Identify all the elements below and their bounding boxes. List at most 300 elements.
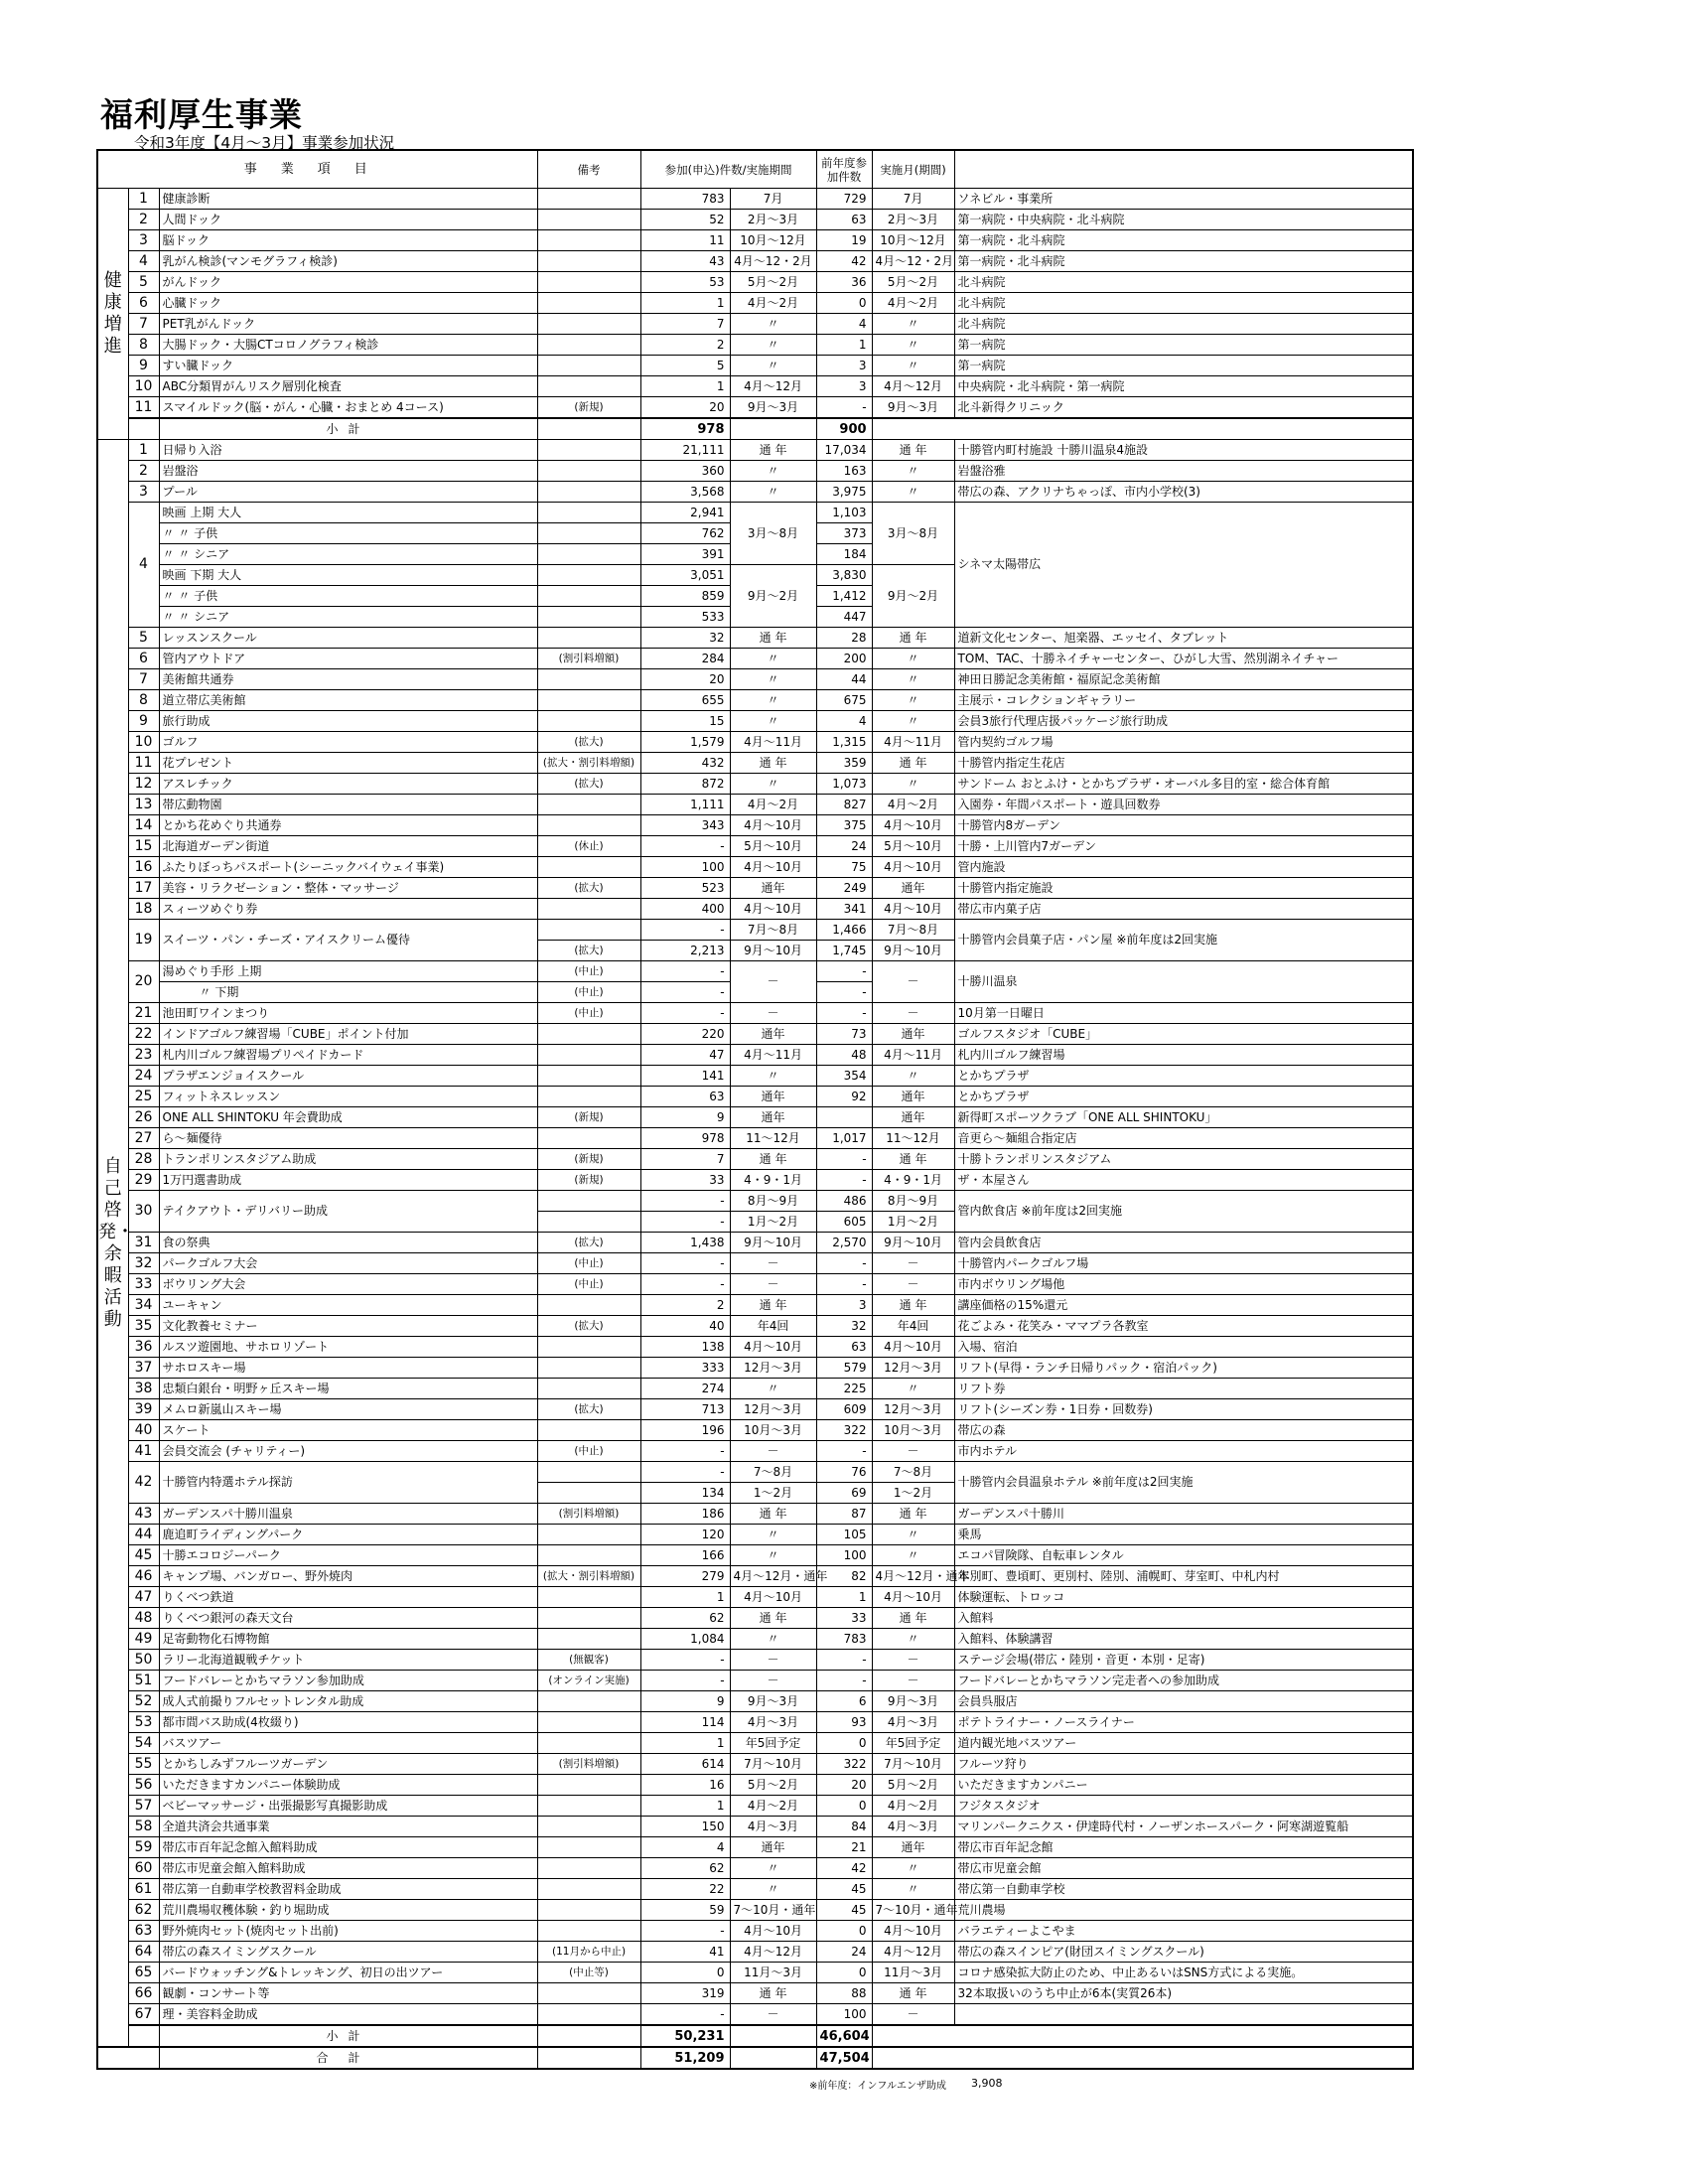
prev-participants-value: 88	[816, 1983, 872, 2004]
table-row	[97, 1441, 1413, 1462]
venue-value: 入館料、体験講習	[954, 1629, 1413, 1650]
prev-period-value: 7月～8月	[872, 920, 954, 941]
prev-period-value: 〃	[872, 482, 954, 503]
table-row	[97, 1942, 1413, 1963]
venue-value: 十勝管内8ガーデン	[954, 815, 1413, 836]
item-name: ゴルフ	[159, 732, 537, 753]
table-row	[97, 1191, 1413, 1212]
participants-value: 284	[640, 649, 730, 669]
prev-period-value: 4月～2月	[872, 1796, 954, 1817]
participants-value: 134	[640, 1483, 730, 1504]
table-row	[97, 1399, 1413, 1420]
table-row	[97, 1775, 1413, 1796]
venue-value: 帯広第一自動車学校	[954, 1879, 1413, 1900]
prev-period-value: 4月～12月	[872, 1942, 954, 1963]
venue-value: 十勝川温泉	[954, 961, 1413, 1003]
item-name: とかちしみずフルーツガーデン	[159, 1754, 537, 1775]
item-remark: (無観客)	[537, 1650, 640, 1671]
period-value: 9月～2月	[730, 565, 816, 628]
prev-period-value: 4月～12・2月	[872, 251, 954, 272]
venue-value: 帯広市内菓子店	[954, 899, 1413, 920]
item-number: 10	[128, 732, 159, 753]
participants-value: 186	[640, 1504, 730, 1525]
table-row	[97, 628, 1413, 649]
item-number: 33	[128, 1274, 159, 1295]
period-value: 4月～10月	[730, 1587, 816, 1608]
venue-value: 帯広の森	[954, 1420, 1413, 1441]
venue-value: コロナ感染拡大防止のため、中止あるいはSNS方式による実施。	[954, 1963, 1413, 1983]
table-row	[97, 1024, 1413, 1045]
item-remark	[537, 1837, 640, 1858]
prev-period-value: 〃	[872, 1066, 954, 1087]
period-value: 〃	[730, 1858, 816, 1879]
item-name: サホロスキー場	[159, 1358, 537, 1379]
item-remark	[537, 1608, 640, 1629]
period-value: 通年	[730, 1087, 816, 1107]
participants-value: -	[640, 836, 730, 857]
item-number: 4	[128, 503, 159, 628]
period-value: 12月～3月	[730, 1399, 816, 1420]
prev-participants-value: 42	[816, 1858, 872, 1879]
table-row	[97, 1420, 1413, 1441]
item-number: 41	[128, 1441, 159, 1462]
item-name: 荒川農場収穫体験・釣り堀助成	[159, 1900, 537, 1921]
participants-value: -	[640, 2004, 730, 2026]
item-remark	[537, 920, 640, 941]
item-remark	[537, 1629, 640, 1650]
period-value: 4月～12月	[730, 1942, 816, 1963]
item-name: 〃 〃 シニア	[159, 544, 537, 565]
period-value: 12月～3月	[730, 1358, 816, 1379]
table-row	[97, 815, 1413, 836]
table-cell	[872, 2047, 1413, 2069]
item-name: スイーツ・パン・チーズ・アイスクリーム優待	[159, 920, 537, 961]
prev-participants-value: 3	[816, 376, 872, 397]
prev-participants-value: 19	[816, 230, 872, 251]
table-cell	[872, 418, 1413, 440]
item-remark	[537, 899, 640, 920]
item-number: 24	[128, 1066, 159, 1087]
period-value: 4月～11月	[730, 1045, 816, 1066]
period-value: 〃	[730, 482, 816, 503]
venue-value: 帯広市児童会館	[954, 1858, 1413, 1879]
period-value: 4月～10月	[730, 857, 816, 878]
prev-participants-value: 447	[816, 607, 872, 628]
item-name: 日帰り入浴	[159, 440, 537, 461]
venue-value: ザ・本屋さん	[954, 1170, 1413, 1191]
period-value: 7月～10月	[730, 1754, 816, 1775]
prev-participants-value: 373	[816, 523, 872, 544]
venue-value: 第一病院・北斗病院	[954, 251, 1413, 272]
item-number: 53	[128, 1712, 159, 1733]
item-name: ベビーマッサージ・出張撮影写真撮影助成	[159, 1796, 537, 1817]
table-row	[97, 230, 1413, 251]
item-name: 映画 上期 大人	[159, 503, 537, 523]
participants-value: -	[640, 1191, 730, 1212]
item-name: 〃 〃 子供	[159, 586, 537, 607]
period-value: －	[730, 1003, 816, 1024]
prev-period-value: 11月～3月	[872, 1963, 954, 1983]
item-name: 池田町ワインまつり	[159, 1003, 537, 1024]
item-remark	[537, 1024, 640, 1045]
prev-period-value: 7～10月・通年	[872, 1900, 954, 1921]
participants-value: 872	[640, 774, 730, 795]
venue-value: リフト(シーズン券・1日券・回数券)	[954, 1399, 1413, 1420]
item-number: 45	[128, 1545, 159, 1566]
prev-participants-value: 1,466	[816, 920, 872, 941]
period-value: 〃	[730, 711, 816, 732]
prev-participants-value	[816, 1107, 872, 1128]
table-cell	[537, 418, 640, 440]
table-row	[97, 1170, 1413, 1191]
participants-value: -	[640, 1462, 730, 1483]
participants-value: 220	[640, 1024, 730, 1045]
participants-value: 9	[640, 1691, 730, 1712]
period-value: 9月～10月	[730, 941, 816, 961]
prev-period-value: 通 年	[872, 753, 954, 774]
table-row	[97, 356, 1413, 376]
item-name: 大腸ドック・大腸CTコロノグラフィ検診	[159, 335, 537, 356]
period-value: －	[730, 1671, 816, 1691]
period-value: 通年	[730, 878, 816, 899]
item-name: 十勝管内特選ホテル探訪	[159, 1462, 537, 1504]
item-remark	[537, 356, 640, 376]
period-value: 11～12月	[730, 1128, 816, 1149]
period-value: －	[730, 2004, 816, 2026]
item-remark	[537, 1379, 640, 1399]
participants-value: 859	[640, 586, 730, 607]
prev-participants-value: -	[816, 1671, 872, 1691]
period-value: 〃	[730, 461, 816, 482]
item-number: 16	[128, 857, 159, 878]
item-number: 9	[128, 711, 159, 732]
participants-value: 62	[640, 1858, 730, 1879]
item-name: 帯広市百年記念館入館料助成	[159, 1837, 537, 1858]
page-title: 福利厚生事業	[100, 95, 303, 134]
participation-table	[96, 149, 1414, 2070]
item-number: 5	[128, 272, 159, 293]
venue-value: 会員3旅行代理店扱パッケージ旅行助成	[954, 711, 1413, 732]
prev-participants-value: 1,315	[816, 732, 872, 753]
item-number: 3	[128, 482, 159, 503]
participants-value: 5	[640, 356, 730, 376]
period-value: 〃	[730, 314, 816, 335]
item-remark	[537, 1295, 640, 1316]
item-number: 65	[128, 1963, 159, 1983]
prev-period-value: －	[872, 1253, 954, 1274]
participants-value: 2	[640, 1295, 730, 1316]
prev-participants-value: 17,034	[816, 440, 872, 461]
item-name: 〃 〃 シニア	[159, 607, 537, 628]
prev-period-value: 12月～3月	[872, 1399, 954, 1420]
period-value: 〃	[730, 1629, 816, 1650]
table-row	[97, 1128, 1413, 1149]
subtotal-label: 小計	[159, 2025, 537, 2047]
item-number: 8	[128, 335, 159, 356]
table-row	[97, 1358, 1413, 1379]
subtotal-prev-value: 900	[816, 418, 872, 440]
period-value: 4月～10月	[730, 1921, 816, 1942]
prev-period-value: 通 年	[872, 1983, 954, 2004]
period-value: 〃	[730, 1525, 816, 1545]
venue-value: 入館料	[954, 1608, 1413, 1629]
table-header	[97, 150, 1413, 189]
item-remark: (拡大)	[537, 1399, 640, 1420]
prev-period-value: －	[872, 961, 954, 1003]
item-remark: (中止)	[537, 1441, 640, 1462]
venue-value: 道新文化センター、旭楽器、エッセイ、タブレット	[954, 628, 1413, 649]
table-row	[97, 1566, 1413, 1587]
prev-period-value: 7月～10月	[872, 1754, 954, 1775]
prev-participants-value: 0	[816, 1796, 872, 1817]
venue-value: リフト(早得・ランチ日帰りパック・宿泊パック)	[954, 1358, 1413, 1379]
item-remark: (拡大)	[537, 941, 640, 961]
prev-participants-value: 3	[816, 1295, 872, 1316]
table-cell	[872, 2025, 1413, 2047]
prev-participants-value: 32	[816, 1316, 872, 1337]
item-remark	[537, 1858, 640, 1879]
item-number: 64	[128, 1942, 159, 1963]
item-remark: (新規)	[537, 1170, 640, 1191]
venue-value: 管内施設	[954, 857, 1413, 878]
venue-value: 管内飲食店 ※前年度は2回実施	[954, 1191, 1413, 1233]
prev-period-value: 通 年	[872, 1149, 954, 1170]
prev-period-value: 4月～10月	[872, 899, 954, 920]
participants-value: 20	[640, 397, 730, 419]
item-name: レッスンスクール	[159, 628, 537, 649]
period-value: 7月～8月	[730, 920, 816, 941]
item-number: 11	[128, 397, 159, 419]
prev-period-value: 〃	[872, 690, 954, 711]
venue-value: とかちプラザ	[954, 1066, 1413, 1087]
table-row	[97, 482, 1413, 503]
prev-participants-value: 486	[816, 1191, 872, 1212]
prev-participants-value: -	[816, 1441, 872, 1462]
prev-participants-value: 84	[816, 1817, 872, 1837]
period-value: －	[730, 1253, 816, 1274]
item-name: 帯広市児童会館入館料助成	[159, 1858, 537, 1879]
subtotal-prev-value: 47,504	[816, 2047, 872, 2069]
participants-value: 114	[640, 1712, 730, 1733]
prev-period-value: 4月～10月	[872, 815, 954, 836]
prev-participants-value: 0	[816, 1921, 872, 1942]
item-remark	[537, 1879, 640, 1900]
item-name: 美術館共通券	[159, 669, 537, 690]
item-number: 6	[128, 649, 159, 669]
table-row	[97, 1087, 1413, 1107]
participants-value: 614	[640, 1754, 730, 1775]
footnote-value: 3,908	[971, 2077, 1003, 2090]
participants-value: 32	[640, 628, 730, 649]
prev-participants-value: 105	[816, 1525, 872, 1545]
venue-value: 乗馬	[954, 1525, 1413, 1545]
participants-value: 196	[640, 1420, 730, 1441]
item-remark	[537, 1212, 640, 1233]
prev-period-value: 4月～12月	[872, 376, 954, 397]
table-cell	[128, 418, 159, 440]
participants-value: 166	[640, 1545, 730, 1566]
item-name: バスツアー	[159, 1733, 537, 1754]
table-body	[97, 189, 1413, 2070]
prev-participants-value: 322	[816, 1754, 872, 1775]
table-row	[97, 1733, 1413, 1754]
item-number: 27	[128, 1128, 159, 1149]
item-number: 42	[128, 1462, 159, 1504]
table-row	[97, 1462, 1413, 1483]
period-value: 9月～3月	[730, 1691, 816, 1712]
item-remark	[537, 293, 640, 314]
prev-participants-value: 93	[816, 1712, 872, 1733]
table-row	[97, 836, 1413, 857]
item-remark	[537, 711, 640, 732]
period-value: 4月～10月	[730, 815, 816, 836]
header-remarks: 備考	[537, 150, 640, 189]
prev-participants-value: 1	[816, 1587, 872, 1608]
participants-value: 655	[640, 690, 730, 711]
period-value: 1～2月	[730, 1483, 816, 1504]
table-cell	[537, 2025, 640, 2047]
participants-value: 16	[640, 1775, 730, 1796]
prev-period-value: 10月～3月	[872, 1420, 954, 1441]
period-value: 1月～2月	[730, 1212, 816, 1233]
item-remark: (拡大)	[537, 732, 640, 753]
item-number: 32	[128, 1253, 159, 1274]
prev-period-value: 9月～3月	[872, 1691, 954, 1712]
prev-participants-value: 827	[816, 795, 872, 815]
table-row	[97, 690, 1413, 711]
table-row	[97, 857, 1413, 878]
item-name: 文化教養セミナー	[159, 1316, 537, 1337]
participants-value: 53	[640, 272, 730, 293]
subtotal-row	[97, 2025, 1413, 2047]
prev-period-value: 3月～8月	[872, 503, 954, 565]
venue-value: フードバレーとかちマラソン完走者への参加助成	[954, 1671, 1413, 1691]
period-value: 通 年	[730, 1149, 816, 1170]
venue-value: 市内ホテル	[954, 1441, 1413, 1462]
item-number: 28	[128, 1149, 159, 1170]
participants-value: 432	[640, 753, 730, 774]
prev-period-value: 9月～10月	[872, 941, 954, 961]
table-row	[97, 1504, 1413, 1525]
prev-participants-value: 605	[816, 1212, 872, 1233]
item-remark	[537, 376, 640, 397]
table-row	[97, 503, 1413, 523]
table-row	[97, 795, 1413, 815]
table-row	[97, 669, 1413, 690]
prev-participants-value: 1,017	[816, 1128, 872, 1149]
participants-value: 400	[640, 899, 730, 920]
item-number: 8	[128, 690, 159, 711]
subtotal-label: 合計	[159, 2047, 537, 2069]
period-value: 10月～12月	[730, 230, 816, 251]
period-value: 4月～10月	[730, 1337, 816, 1358]
table-row	[97, 1963, 1413, 1983]
participants-value: 21,111	[640, 440, 730, 461]
period-value: 4月～2月	[730, 795, 816, 815]
prev-period-value: 〃	[872, 1879, 954, 1900]
item-name: 帯広動物園	[159, 795, 537, 815]
table-row	[97, 335, 1413, 356]
table-row	[97, 1754, 1413, 1775]
item-number: 39	[128, 1399, 159, 1420]
participants-value: 333	[640, 1358, 730, 1379]
item-number: 37	[128, 1358, 159, 1379]
participants-value: 1,438	[640, 1233, 730, 1253]
period-value: －	[730, 1650, 816, 1671]
footnote-label: ※前年度：インフルエンザ助成	[809, 2081, 946, 2092]
venue-value: 北斗病院	[954, 293, 1413, 314]
prev-participants-value: 24	[816, 836, 872, 857]
item-remark	[537, 2004, 640, 2026]
item-name: 観劇・コンサート等	[159, 1983, 537, 2004]
venue-value: 第一病院	[954, 335, 1413, 356]
item-remark: (中止)	[537, 1274, 640, 1295]
item-name: 心臓ドック	[159, 293, 537, 314]
prev-participants-value: 3,830	[816, 565, 872, 586]
prev-period-value: 〃	[872, 1525, 954, 1545]
period-value: 4月～12月・通年	[730, 1566, 816, 1587]
item-name: バードウォッチング&トレッキング、初日の出ツアー	[159, 1963, 537, 1983]
period-value: 通 年	[730, 1608, 816, 1629]
table-row	[97, 1900, 1413, 1921]
item-number: 1	[128, 189, 159, 210]
prev-period-value: 年5回予定	[872, 1733, 954, 1754]
item-number: 2	[128, 461, 159, 482]
item-remark	[537, 314, 640, 335]
participants-value: 360	[640, 461, 730, 482]
header-participants: 参加(申込)件数/実施期間	[640, 150, 816, 189]
item-name: 1万円選書助成	[159, 1170, 537, 1191]
item-name: ら～麺優待	[159, 1128, 537, 1149]
item-number: 3	[128, 230, 159, 251]
subtotal-prev-value: 46,604	[816, 2025, 872, 2047]
item-number: 60	[128, 1858, 159, 1879]
prev-period-value: 8月～9月	[872, 1191, 954, 1212]
table-cell	[128, 2025, 159, 2047]
venue-value: 十勝管内指定施設	[954, 878, 1413, 899]
prev-period-value: 9月～10月	[872, 1233, 954, 1253]
participants-value: 9	[640, 1107, 730, 1128]
prev-period-value: 9月～2月	[872, 565, 954, 628]
prev-period-value: 〃	[872, 774, 954, 795]
prev-period-value: －	[872, 1650, 954, 1671]
item-remark	[537, 230, 640, 251]
item-name: 人間ドック	[159, 210, 537, 230]
prev-period-value: 12月～3月	[872, 1358, 954, 1379]
item-remark: (新規)	[537, 397, 640, 419]
prev-period-value: 〃	[872, 1379, 954, 1399]
item-number: 51	[128, 1671, 159, 1691]
prev-participants-value: -	[816, 1650, 872, 1671]
item-name: 花プレゼント	[159, 753, 537, 774]
prev-participants-value: 1,412	[816, 586, 872, 607]
table-row	[97, 1066, 1413, 1087]
prev-period-value: 4月～11月	[872, 1045, 954, 1066]
table-row	[97, 1879, 1413, 1900]
prev-participants-value: 341	[816, 899, 872, 920]
period-value: 通 年	[730, 440, 816, 461]
participants-value: 1	[640, 1587, 730, 1608]
table-row	[97, 920, 1413, 941]
venue-value: 音更ら～麺組合指定店	[954, 1128, 1413, 1149]
period-value: 4・9・1月	[730, 1170, 816, 1191]
item-name: 足寄動物化石博物館	[159, 1629, 537, 1650]
item-name: スケート	[159, 1420, 537, 1441]
prev-participants-value: 76	[816, 1462, 872, 1483]
item-remark	[537, 1045, 640, 1066]
item-name: りくべつ銀河の森天文台	[159, 1608, 537, 1629]
item-name: 脳ドック	[159, 230, 537, 251]
